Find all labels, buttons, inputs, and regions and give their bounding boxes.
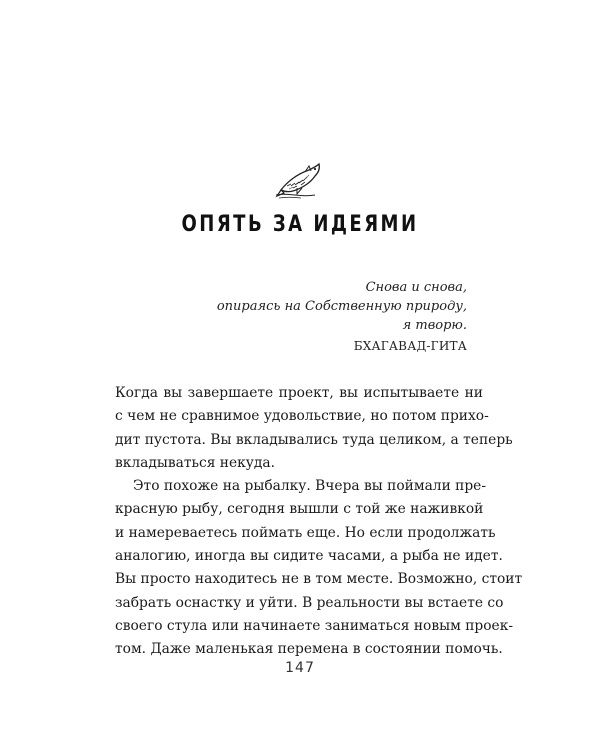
epigraph-line: я творю. <box>402 318 467 333</box>
text-line: дит пустота. Вы вкладывались туда целиком, а теперь <box>115 431 513 448</box>
epigraph-source: БХАГАВАД-ГИТА <box>353 339 467 353</box>
epigraph-line: опираясь на Собственную природу, <box>216 299 467 314</box>
epigraph <box>217 278 467 335</box>
text-line: аналогию, иногда вы сидите часами, а рыба не идет. <box>115 548 503 565</box>
body-text <box>115 382 523 662</box>
text-line: забрать оснастку и уйти. В реальности вы встаете со <box>115 594 504 611</box>
text-line: Вы просто находитесь не в том месте. Возможно, стоит <box>115 571 523 588</box>
text-line: вкладываться некуда. <box>115 454 276 471</box>
chapter-title: ОПЯТЬ ЗА ИДЕЯМИ <box>181 212 419 237</box>
text-line: с чем не сравнимое удовольствие, но потом прихо- <box>115 408 489 425</box>
fish-icon <box>275 160 325 200</box>
epigraph-line: Снова и снова, <box>365 280 467 295</box>
text-line: Когда вы завершаете проект, вы испытываете ни <box>115 385 483 401</box>
text-line: том. Даже маленькая перемена в состоянии помочь. <box>115 641 503 658</box>
text-line: Это похоже на рыбалку. Вчера вы поймали пре- <box>133 478 486 495</box>
text-line: и намереваетесь поймать еще. Но если продолжать <box>115 524 496 541</box>
page-number: 147 <box>285 660 315 676</box>
text-line: своего стула или начинаете заниматься новым проек- <box>115 617 514 634</box>
text-line: красную рыбу, сегодня вышли с той же наживкой <box>115 501 484 518</box>
